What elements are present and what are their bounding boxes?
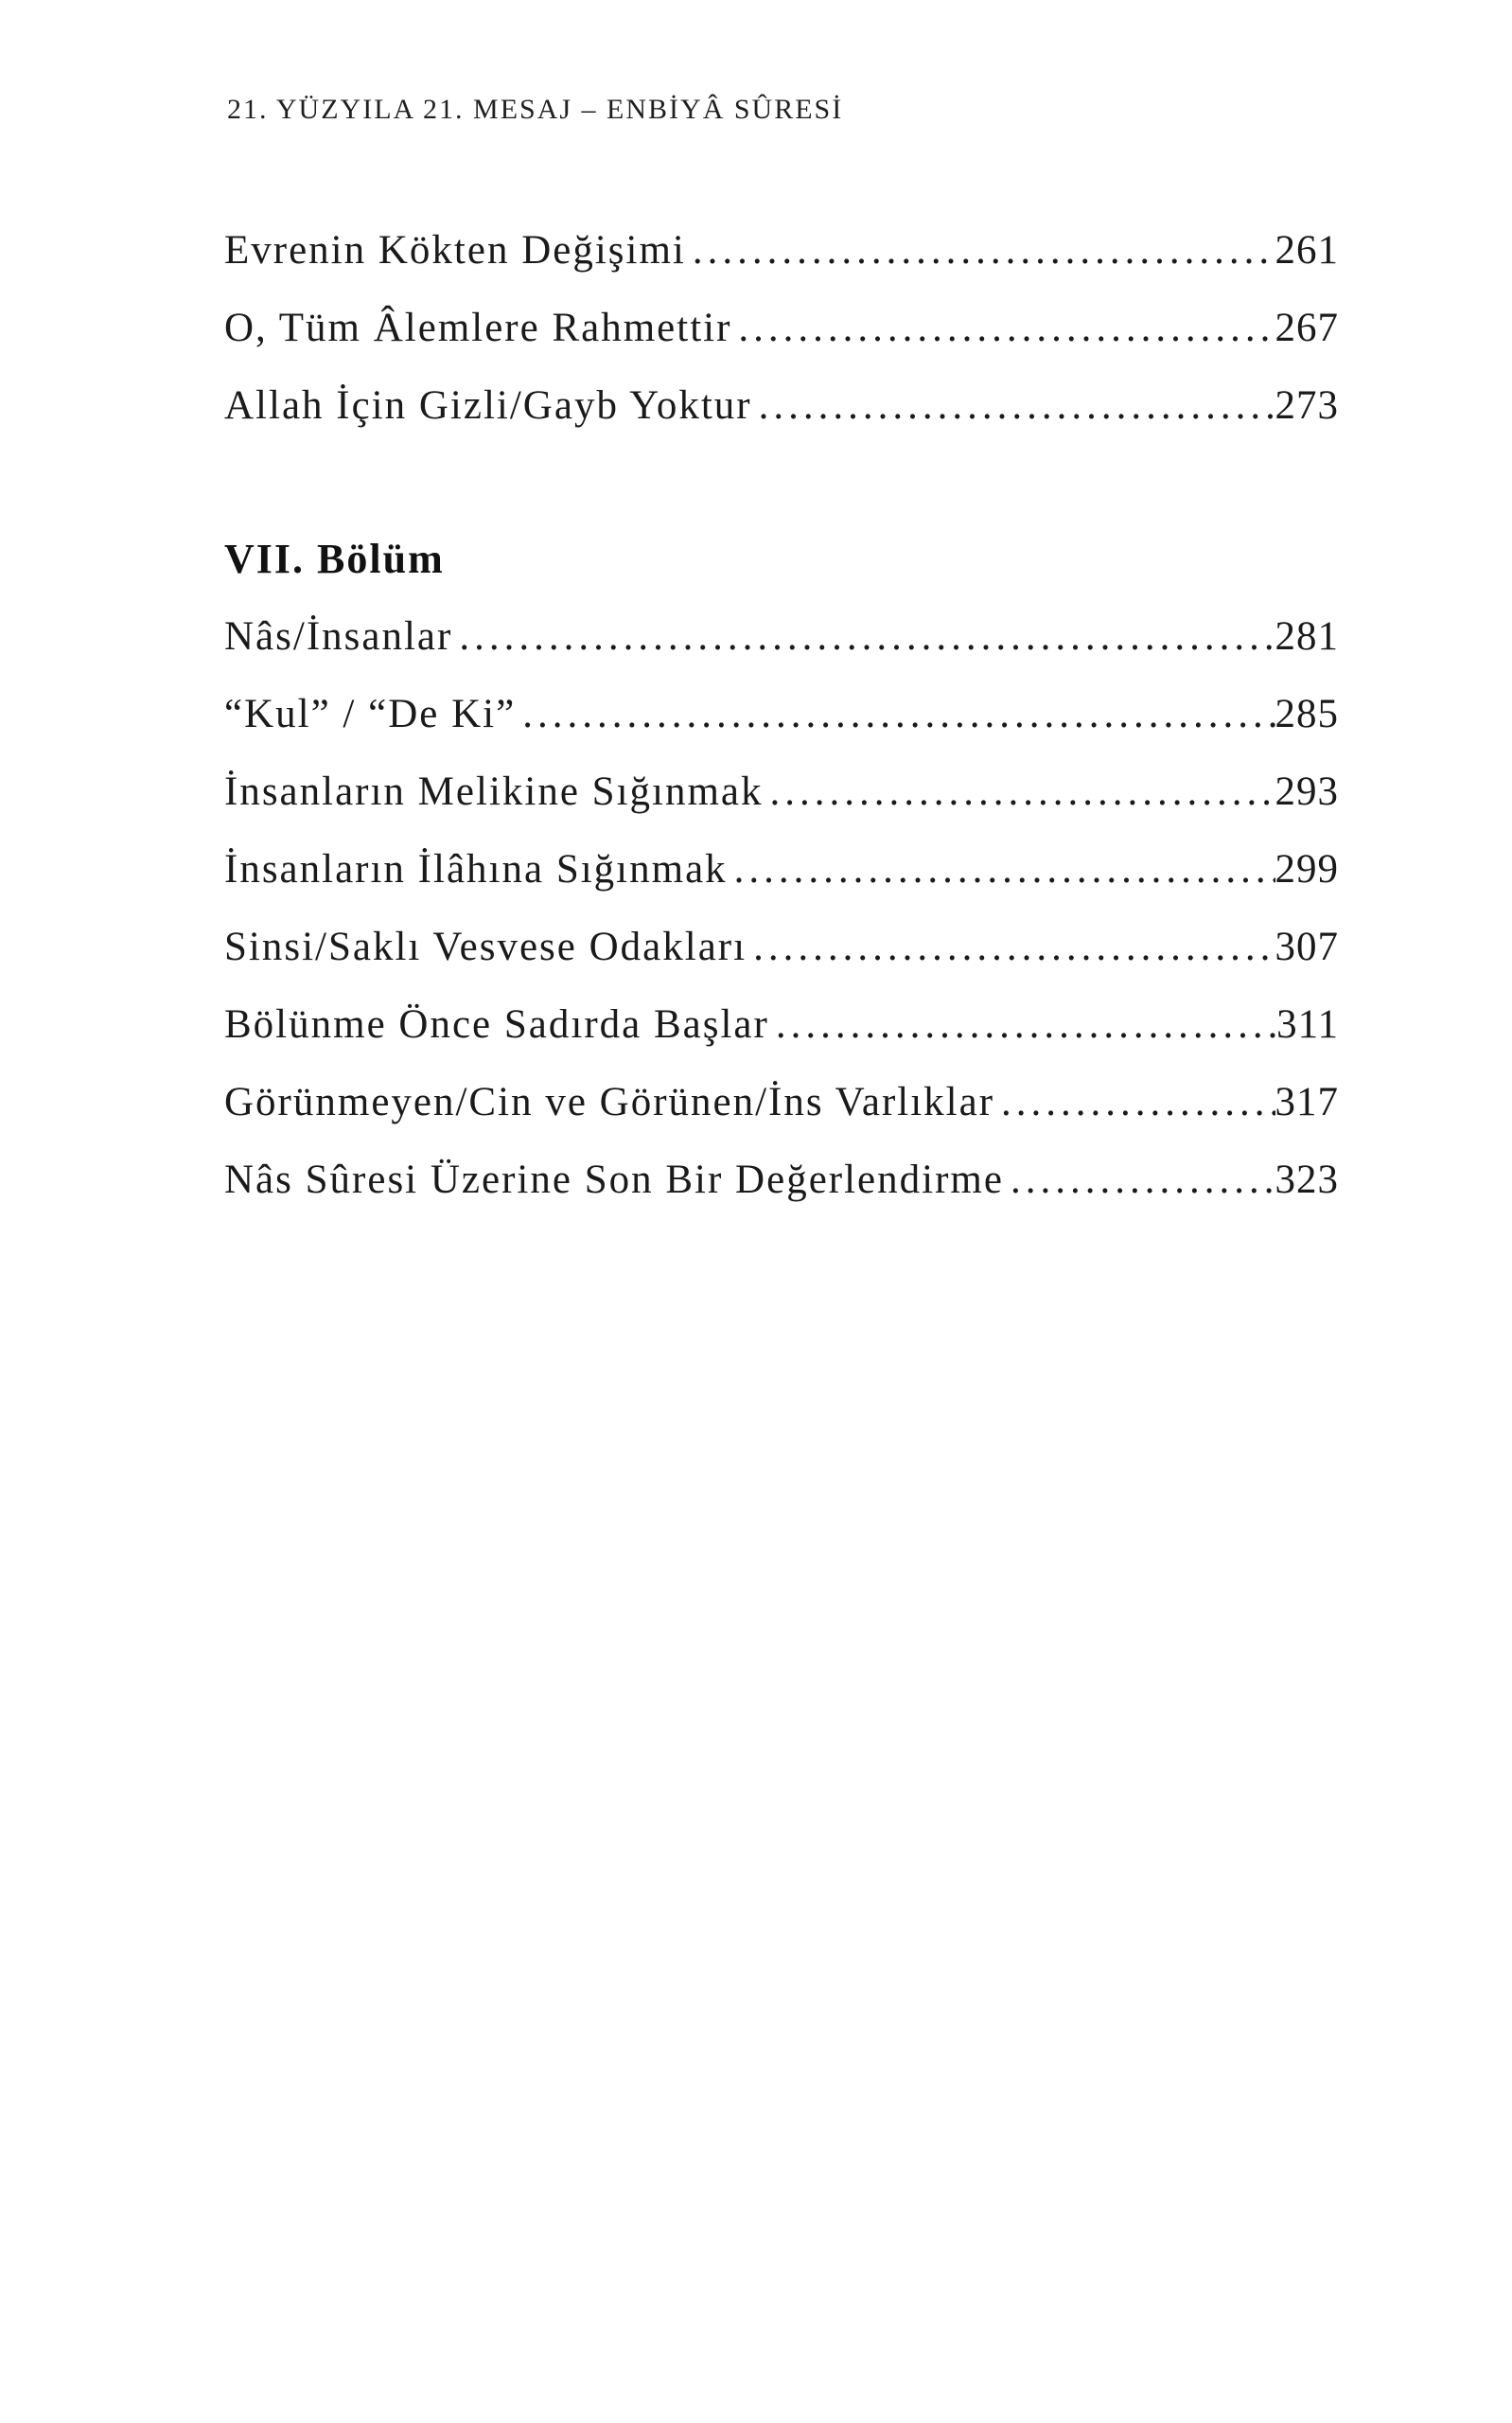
toc-entry-title: O, Tüm Âlemlere Rahmettir: [224, 306, 732, 350]
toc-entry-page: 299: [1275, 847, 1339, 892]
section-heading: VII. Bölüm: [224, 536, 445, 582]
toc-entry: [224, 367, 1339, 445]
toc-entry-page: 311: [1276, 1002, 1339, 1047]
toc-entry-page: 317: [1275, 1080, 1339, 1124]
toc-entry: [224, 986, 1339, 1064]
toc-entry: [224, 909, 1339, 986]
toc-entry-page: 261: [1275, 228, 1339, 273]
toc-entry-title: Sinsi/Saklı Vesvese Odakları: [224, 925, 747, 969]
dot-leader: [686, 212, 1275, 290]
toc-entry-page: 267: [1275, 306, 1339, 350]
toc-entry: [224, 212, 1339, 290]
toc-entry: [224, 831, 1339, 909]
dot-leader: [1004, 1141, 1275, 1219]
table-of-contents: [224, 212, 1339, 1219]
toc-entry-title: Nâs/İnsanlar: [224, 614, 453, 659]
toc-entry: [224, 1064, 1339, 1141]
toc-entry: [224, 598, 1339, 676]
dot-leader: [728, 831, 1275, 909]
dot-leader: [769, 986, 1276, 1064]
toc-entry-page: 293: [1275, 769, 1339, 814]
toc-entry: [224, 753, 1339, 831]
toc-entry-page: 285: [1275, 692, 1339, 736]
toc-entry: [224, 290, 1339, 367]
running-header: 21. YÜZYILA 21. MESAJ – ENBİYÂ SÛRESİ: [227, 94, 844, 125]
toc-entry-title: İnsanların İlâhına Sığınmak: [224, 847, 728, 892]
toc-section-group: [224, 598, 1339, 1219]
dot-leader: [747, 909, 1275, 986]
dot-leader: [994, 1064, 1275, 1141]
toc-entry-title: Evrenin Kökten Değişimi: [224, 228, 686, 273]
dot-leader: [752, 367, 1275, 445]
toc-entry-page: 323: [1275, 1158, 1339, 1202]
toc-entry: [224, 1141, 1339, 1219]
toc-entry-title: Nâs Sûresi Üzerine Son Bir Değerlendirme: [224, 1158, 1004, 1202]
dot-leader: [452, 598, 1275, 676]
dot-leader: [516, 676, 1275, 753]
toc-entry-title: İnsanların Melikine Sığınmak: [224, 769, 764, 814]
toc-front-group: [224, 212, 1339, 445]
toc-entry-title: Allah İçin Gizli/Gayb Yoktur: [224, 383, 752, 428]
dot-leader: [764, 753, 1275, 831]
dot-leader: [731, 290, 1275, 367]
toc-entry-page: 307: [1275, 925, 1339, 969]
toc-entry-title: “Kul” / “De Ki”: [224, 692, 517, 736]
toc-entry: [224, 676, 1339, 753]
toc-entry-page: 281: [1275, 614, 1339, 659]
toc-entry-page: 273: [1275, 383, 1339, 428]
toc-entry-title: Bölünme Önce Sadırda Başlar: [224, 1002, 769, 1047]
toc-entry-title: Görünmeyen/Cin ve Görünen/İns Varlıklar: [224, 1080, 995, 1124]
